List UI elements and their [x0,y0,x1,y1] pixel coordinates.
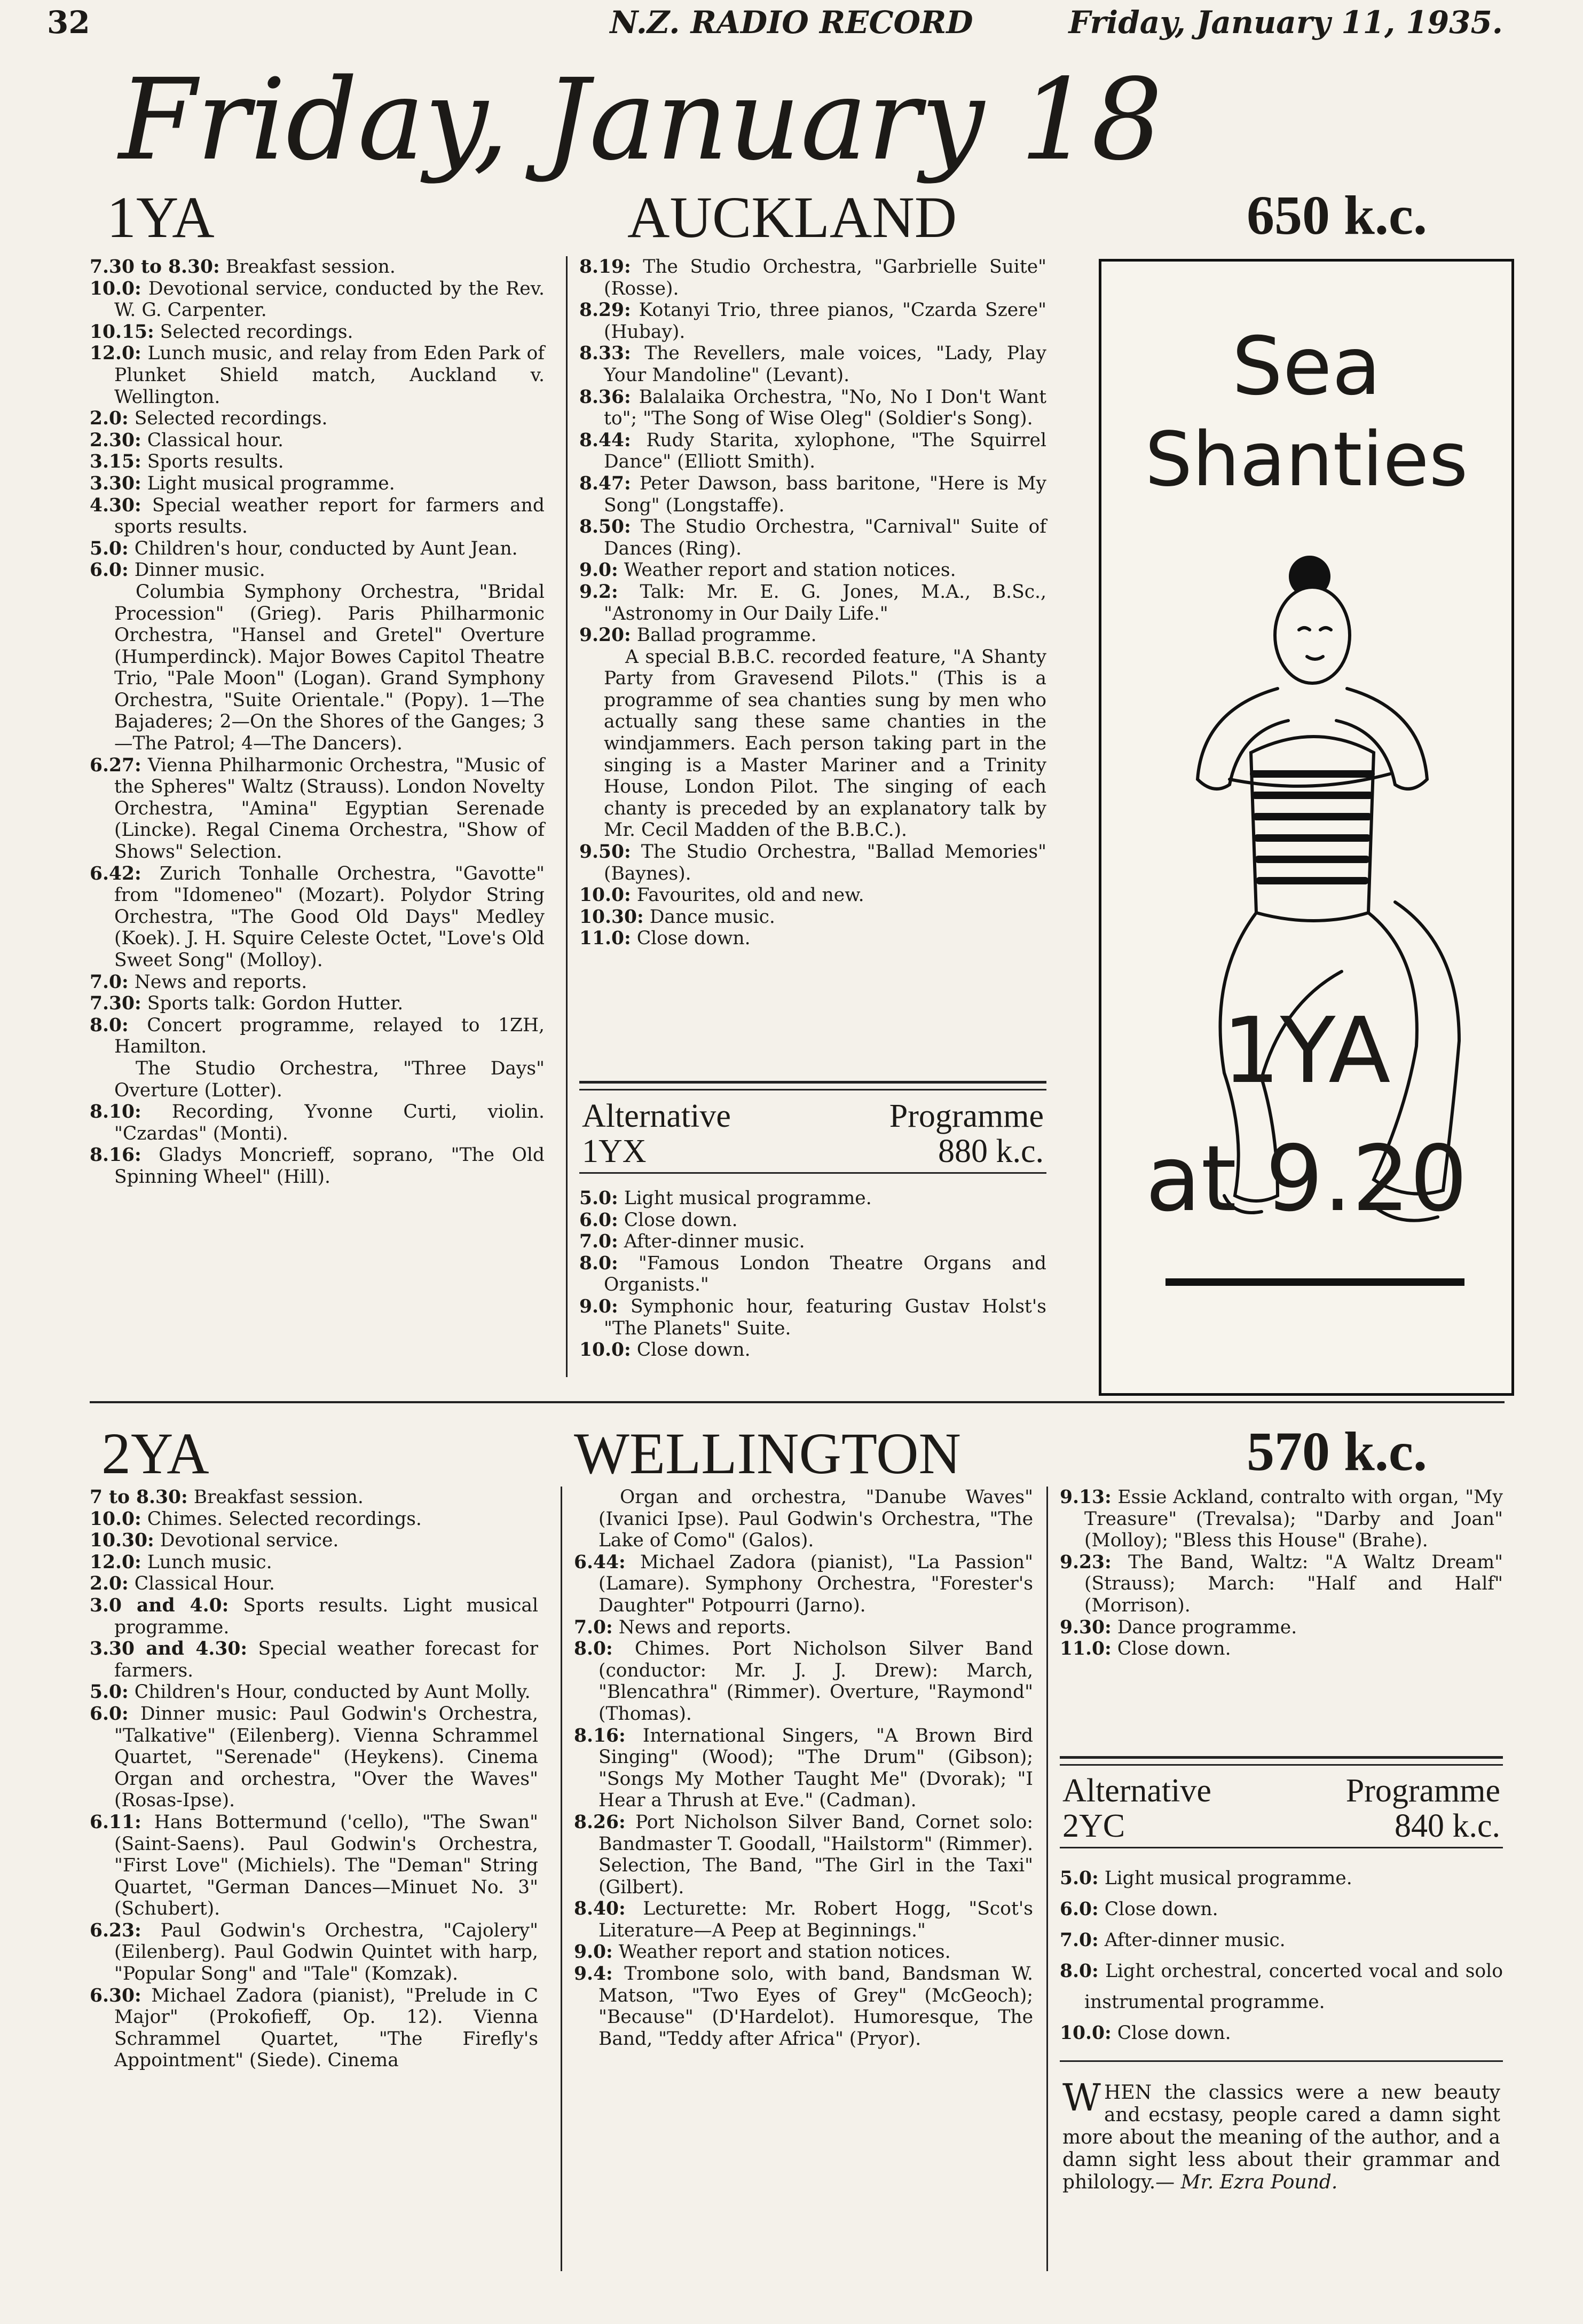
programme-item [574,1638,1033,1725]
programme-time: 5.0: [579,1188,618,1209]
programme-item [90,1985,538,2072]
programme-time: 5.0: [90,537,129,559]
programme-time: 9.2: [579,581,618,603]
programme-text: Special weather report for farmers and sports results. [114,494,545,538]
programme-time: 6.23: [90,1919,141,1941]
programme-text: News and reports. [128,971,308,993]
programme-item [90,538,545,560]
programme-item [579,256,1046,299]
programme-text: Ballad programme. [631,625,817,646]
programme-text: Selected recordings. [128,408,328,430]
programme-text: International Singers, "A Brown Bird Singing" (Wood); "The Drum" (Gibson); "Songs My Mother Taught Me" (Dvorak); "I Hear a Thrush at Eve." (Cadman). [598,1725,1033,1812]
programme-item [574,1941,1033,1963]
alt-label-2: Programme [889,1098,1044,1134]
programme-item [1060,1956,1503,2018]
publication-title: N.Z. RADIO RECORD [610,4,973,41]
programme-time: 8.50: [579,516,631,538]
programme-text: Hans Bottermund ('cello), "The Swan" (Saint-Saens). Paul Godwin's Orchestra, "First Love" (Michiels). The "Deman" String Quartet, "German Dances—Minuet No. 3" (Schubert). [114,1811,538,1920]
programme-time: 10.30: [90,1530,154,1552]
programme-item [90,1144,545,1188]
programme-text: Children's hour, conducted by Aunt Jean. [128,537,518,559]
programme-text: Dance music. [643,906,775,928]
programme-item [90,1638,538,1681]
programme-text: Selected recordings. [154,321,353,343]
programme-text: Sports talk: Gordon Hutter. [141,993,404,1015]
programme-time: 6.0: [1060,1899,1099,1920]
programme-item [90,256,545,278]
programme-text: Zurich Tonhalle Orchestra, "Gavotte" from "Idomeneo" (Mozart). Polydor String Orchestra, "The Good Old Days" Medley (Koek). J. H. Squire Celeste Octet, "Love's Old Sweet Song" (Molloy). [114,863,545,971]
programme-item [579,1188,1046,1210]
programme-time: 5.0: [90,1681,129,1703]
programme-text: The Studio Orchestra, "Garbrielle Suite" (Rosse). [604,256,1046,299]
programme-time: 9.23: [1060,1551,1112,1573]
programme-time: 7.30 to 8.30: [90,256,220,278]
programme-time: 9.50: [579,841,631,863]
programme-text: Lecturette: Mr. Robert Hogg, "Scot's Literature—A Peep at Beginnings." [598,1898,1033,1941]
programme-text: Michael Zadora (pianist), "Prelude in C Major" (Prokofieff, Op. 12). Vienna Schrammel Quartet, "The Firefly's Appointment" (Siede). Cinema [114,1985,538,2072]
programme-item [579,343,1046,386]
alt-freq-840: 840 k.c. [1394,1808,1500,1844]
wellington-column-1 [90,1487,538,2072]
programme-item [90,1681,538,1703]
programme-time: 6.42: [90,863,141,884]
programme-time: 6.0: [90,1703,129,1725]
programme-time: 7.0: [579,1231,618,1253]
programme-text: Sports results. [141,451,284,473]
programme-item [90,1530,538,1552]
programme-time: 8.16: [574,1725,626,1746]
programme-time: 8.33: [579,343,631,365]
programme-text: The Studio Orchestra, "Three Days" Overture (Lotter). [114,1057,545,1101]
programme-time: 9.20: [579,625,631,646]
programme-time: 5.0: [1060,1868,1099,1889]
programme-item [579,1231,1046,1253]
programme-text: Chimes. Selected recordings. [141,1508,422,1530]
programme-text: Port Nicholson Silver Band, Cornet solo: Bandmaster T. Goodall, "Hailstorm" (Rimmer). Selection, The Band, "The Girl in the Taxi" (Gilbert). [598,1811,1033,1898]
alt-call-1yx: 1YX [582,1133,647,1169]
programme-text: Close down. [1111,2022,1231,2044]
programme-text: The Revellers, male voices, "Lady, Play Your Mandoline" (Levant). [604,343,1046,386]
programme-item [1060,1925,1503,1956]
programme-item [90,581,545,755]
programme-item [579,1339,1046,1361]
programme-time: 3.30: [90,472,141,494]
programme-text: Columbia Symphony Orchestra, "Bridal Procession" (Grieg). Paris Philharmonic Orchestra, "Hansel and Gretel" Overture (Humperdinck). Major Bowes Capitol Theatre Trio, "Pale Moon" (Logan). Grand Symphony Orchestra, "Suite Orientale." (Popy). 1—The Bajaderes; 2—On the Shores of the Ganges; 3—The Patrol; 4—The Dancers). [114,581,545,755]
programme-time: 8.47: [579,472,631,494]
column-divider-3 [1046,1487,1048,2271]
station-call-2ya: 2YA [101,1421,209,1486]
page-number: 32 [47,4,90,41]
alt2-rule-top [1060,1756,1503,1759]
issue-date: Friday, January 11, 1935. [1068,4,1503,41]
programme-text: Special weather forecast for farmers. [114,1638,538,1681]
programme-time: 12.0: [90,1551,141,1573]
alt-rule-top-2 [579,1089,1046,1090]
programme-item [574,1725,1033,1812]
programme-text: Light orchestral, concerted vocal and solo instrumental programme. [1084,1961,1503,2013]
sea-shanties-ad [1099,259,1514,1396]
programme-item [90,1552,538,1574]
programme-item [90,495,545,538]
programme-time: 8.0: [1060,1961,1099,1982]
programme-time: 7 to 8.30: [90,1487,188,1508]
programme-item [1060,2018,1503,2049]
programme-item [1060,1487,1503,1552]
alt-rule-bottom [579,1172,1046,1174]
programme-item [90,278,545,321]
programme-time: 8.0: [579,1252,618,1274]
programme-time: 2.0: [90,1573,129,1595]
programme-time: 10.0: [579,884,631,906]
programme-text: Dinner music: Paul Godwin's Orchestra, "Talkative" (Eilenberg). Vienna Schrammel Quartet, "Serenade" (Heykens). Cinema Organ and orchestra, "Over the Waves" (Rosas-Ipse). [114,1703,538,1812]
programme-item [90,343,545,408]
programme-time: 9.0: [579,559,618,581]
alt-1yx-box [582,1098,1044,1169]
programme-time: 6.27: [90,754,141,776]
programme-time: 7.0: [574,1616,613,1638]
programme-item [579,646,1046,841]
programme-text: Symphonic hour, featuring Gustav Holst's "The Planets" Suite. [604,1295,1046,1339]
programme-time: 3.15: [90,451,141,473]
programme-item [90,993,545,1015]
programme-item [1060,1552,1503,1617]
programme-item [574,1487,1033,1552]
programme-item [579,906,1046,928]
programme-item [90,408,545,430]
programme-time: 6.11: [90,1811,141,1833]
quote-dropcap: W [1062,2076,1101,2120]
programme-text: Recording, Yvonne Curti, violin. "Czardas" (Monti). [114,1101,545,1144]
programme-time: 9.30: [1060,1616,1112,1638]
programme-item [1060,1617,1503,1639]
programme-text: Devotional service, conducted by the Rev. W. G. Carpenter. [114,278,545,321]
programme-item [90,1487,538,1508]
programme-time: 6.30: [90,1985,141,2006]
programme-item [90,1920,538,1985]
section-divider [90,1401,1505,1403]
programme-time: 2.0: [90,408,129,430]
programme-text: Dance programme. [1111,1616,1297,1638]
programme-text: Weather report and station notices. [612,1941,951,1963]
programme-text: After-dinner music. [618,1231,805,1253]
programme-item [579,516,1046,559]
programme-item [90,451,545,473]
station-freq-650: 650 k.c. [1247,185,1427,246]
programme-time: 7.0: [90,971,129,993]
programme-item [90,473,545,495]
programme-text: Breakfast session. [187,1487,364,1508]
programme-time: 8.0: [90,1014,129,1036]
wellington-column-3 [1060,1487,1503,1660]
programme-time: 7.0: [1060,1930,1099,1951]
alt-2yc-box [1062,1773,1500,1844]
programme-item [90,1595,538,1638]
programme-item [1060,1894,1503,1925]
day-title: Friday, January 18 [119,54,1163,185]
programme-text: Close down. [631,1339,751,1361]
station-city-wellington: WELLINGTON [574,1421,961,1486]
programme-time: 7.30: [90,993,141,1015]
programme-text: Organ and orchestra, "Danube Waves" (Ivanici Ipse). Paul Godwin's Orchestra, "The Lake of Como" (Galos). [598,1487,1033,1552]
programme-time: 8.10: [90,1101,141,1123]
programme-item [579,841,1046,884]
programme-item [90,1508,538,1530]
programme-time: 6.0: [579,1209,618,1231]
programme-item [90,1812,538,1920]
programme-item [90,1058,545,1101]
programme-item [90,863,545,971]
programme-text: Paul Godwin's Orchestra, "Cajolery" (Eilenberg). Paul Godwin Quintet with harp, "Popular Song" and "Tale" (Komzak). [114,1919,538,1985]
alt2-rule-bottom [1060,1847,1503,1848]
programme-item [579,430,1046,473]
programme-item [90,1573,538,1595]
programme-text: Breakfast session. [219,256,396,278]
alt-label: Alternative [582,1098,731,1134]
programme-time: 6.0: [90,559,129,581]
programme-item [579,928,1046,950]
programme-text: Gladys Moncrieff, soprano, "The Old Spinning Wheel" (Hill). [114,1144,545,1188]
programme-item [579,473,1046,516]
programme-item [579,884,1046,906]
programme-item [1060,1863,1503,1894]
ad-title-shanties: Shanties [1145,416,1468,503]
alt2-rule-top-2 [1060,1764,1503,1766]
programme-text: Light musical programme. [618,1188,872,1209]
programme-text: Rudy Starita, xylophone, "The Squirrel Dance" (Elliott Smith). [604,429,1046,473]
programme-text: Classical hour. [141,429,283,451]
ezra-pound-quote [1062,2076,1500,2194]
ad-station-1ya: 1YA [1222,998,1391,1104]
column-divider [566,256,568,1377]
alt2-label: Alternative [1062,1773,1211,1809]
programme-item [90,755,545,863]
programme-item [90,971,545,993]
programme-time: 12.0: [90,343,141,365]
programme-text: Light musical programme. [141,472,395,494]
programme-text: Classical Hour. [128,1573,275,1595]
alt2-label-2: Programme [1345,1773,1500,1809]
auckland-alt-list [579,1188,1046,1361]
programme-time: 3.30 and 4.30: [90,1638,248,1660]
programme-time: 8.0: [574,1638,613,1660]
programme-text: Weather report and station notices. [618,559,956,581]
programme-time: 6.44: [574,1551,626,1573]
station-freq-570: 570 k.c. [1247,1421,1427,1482]
programme-text: Peter Dawson, bass baritone, "Here is My Song" (Longstaffe). [604,472,1046,516]
station-city-auckland: AUCKLAND [627,185,957,250]
programme-item [579,581,1046,625]
programme-time: 8.36: [579,386,631,408]
auckland-column-2 [579,256,1046,950]
programme-text: Lunch music, and relay from Eden Park of Plunket Shield match, Auckland v. Wellington. [114,343,545,408]
programme-text: Light musical programme. [1098,1868,1352,1889]
programme-time: 9.4: [574,1963,613,1985]
programme-time: 9.13: [1060,1487,1112,1508]
programme-text: Talk: Mr. E. G. Jones, M.A., B.Sc., "Astronomy in Our Daily Life." [604,581,1046,625]
programme-time: 8.19: [579,256,631,278]
programme-time: 8.29: [579,299,631,321]
programme-time: 10.15: [90,321,154,343]
programme-text: Chimes. Port Nicholson Silver Band (conductor: Mr. J. J. Drew): March, "Blencathra" (Rimmer). Overture, "Raymond" (Thomas). [598,1638,1033,1725]
programme-text: Michael Zadora (pianist), "La Passion" (Lamare). Symphony Orchestra, "Forester's Daughter" Potpourri (Jarno). [598,1551,1033,1616]
programme-text: Sports results. Light musical programme. [114,1594,538,1638]
alt-freq-880: 880 k.c. [938,1133,1044,1169]
alt-call-2yc: 2YC [1062,1808,1125,1844]
ad-time: at 9.20 [1145,1126,1468,1232]
wellington-alt-list [1060,1863,1503,2049]
programme-text: Essie Ackland, contralto with organ, "My Treasure" (Trevalsa); "Darby and Joan" (Molloy); "Bless this House" (Brahe). [1084,1487,1503,1552]
quote-author: Mr. Ezra Pound. [1180,2171,1338,2193]
programme-text: Favourites, old and new. [631,884,864,906]
quote-rule [1060,2060,1503,2062]
programme-item [574,1617,1033,1639]
programme-item [579,1253,1046,1296]
programme-text: The Band, Waltz: "A Waltz Dream" (Strauss); March: "Half and Half" (Morrison). [1084,1551,1503,1616]
programme-text: Lunch music. [141,1551,272,1573]
ad-title-sea: Sea [1232,320,1381,413]
programme-item [90,559,545,581]
programme-text: Devotional service. [154,1530,339,1552]
programme-time: 2.30: [90,429,141,451]
programme-time: 10.30: [579,906,644,928]
programme-item [90,430,545,452]
programme-item [574,1812,1033,1898]
programme-item [90,1015,545,1058]
programme-time: 9.0: [574,1941,613,1963]
station-call-1ya: 1YA [107,185,215,250]
programme-item [574,1963,1033,2050]
programme-time: 4.30: [90,494,141,516]
programme-item [579,1296,1046,1339]
programme-item [574,1898,1033,1941]
programme-item [579,559,1046,581]
programme-item [90,321,545,343]
programme-item [90,1101,545,1144]
programme-time: 3.0 and 4.0: [90,1594,229,1616]
programme-item [1060,1638,1503,1660]
programme-text: Trombone solo, with band, Bandsman W. Matson, "Two Eyes of Grey" (McGeoch); "Because" (D'Hardelot). Humoresque, The Band, "Teddy after Africa" (Pryor). [598,1963,1033,2050]
programme-item [90,1703,538,1812]
programme-time: 11.0: [1060,1638,1112,1660]
programme-time: 8.26: [574,1811,626,1833]
programme-text: Close down. [1098,1899,1218,1920]
programme-item [579,1210,1046,1231]
programme-text: A special B.B.C. recorded feature, "A Shanty Party from Gravesend Pilots." (This is a programme of sea chanties sung by men who actually sang these same chanties in the windjammers. Each person taking part in the singing is a Master Mariner and a Trinity House, London Pilot. The singing of each chanty is preceded by an explanatory talk by Mr. Cecil Madden of the B.B.C.). [604,646,1046,841]
auckland-column-1 [90,256,545,1188]
programme-time: 10.0: [90,278,141,299]
programme-item [574,1552,1033,1617]
programme-time: 8.44: [579,429,631,451]
column-divider-2 [561,1487,562,2271]
programme-text: Dinner music. [128,559,265,581]
programme-text: Close down. [618,1209,738,1231]
programme-text: Concert programme, relayed to 1ZH, Hamilton. [114,1014,545,1058]
programme-item [579,625,1046,646]
programme-text: Close down. [1111,1638,1231,1660]
alt-rule-top [579,1081,1046,1084]
programme-text: After-dinner music. [1098,1930,1286,1951]
programme-time: 9.0: [579,1295,618,1317]
programme-item [579,299,1046,343]
programme-text: "Famous London Theatre Organs and Organists." [604,1252,1046,1296]
programme-time: 8.40: [574,1898,626,1920]
programme-text: The Studio Orchestra, "Ballad Memories" (Baynes). [604,841,1046,884]
programme-time: 10.0: [90,1508,141,1530]
programme-text: Close down. [631,928,751,950]
programme-time: 11.0: [579,928,631,950]
wellington-column-2 [574,1487,1033,2050]
programme-text: Children's Hour, conducted by Aunt Molly. [128,1681,531,1703]
programme-text: News and reports. [612,1616,792,1638]
programme-item [579,386,1046,430]
programme-text: The Studio Orchestra, "Carnival" Suite of Dances (Ring). [604,516,1046,559]
programme-text: Kotanyi Trio, three pianos, "Czarda Szere" (Hubay). [604,299,1046,343]
programme-text: Balalaika Orchestra, "No, No I Don't Want to"; "The Song of Wise Oleg" (Soldier's Song). [604,386,1046,430]
programme-text: Vienna Philharmonic Orchestra, "Music of the Spheres" Waltz (Strauss). London Novelty Orchestra, "Amina" Egyptian Serenade (Lincke). Regal Cinema Orchestra, "Show of Shows" Selection. [114,754,545,863]
programme-time: 8.16: [90,1144,141,1166]
programme-time: 10.0: [1060,2022,1112,2044]
quote-text: HEN the classics were a new beauty and ecstasy, people cared a damn sight more about the meaning of the author, and a damn sight less about their grammar and philology.— [1062,2082,1500,2193]
programme-time: 10.0: [579,1339,631,1361]
